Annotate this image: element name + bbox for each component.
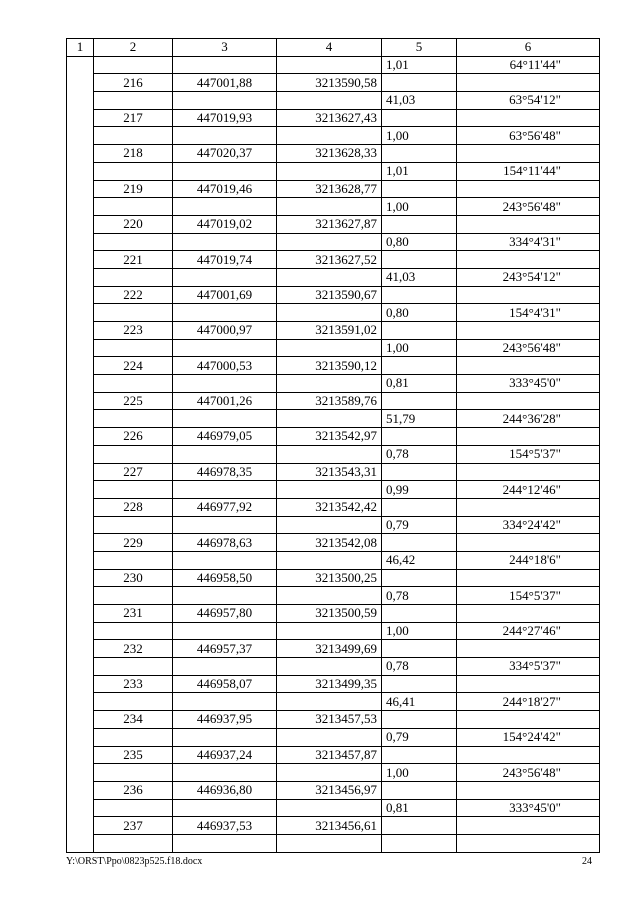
point-row: [67, 675, 600, 693]
point-row: [67, 322, 600, 340]
y-cell: [277, 339, 382, 357]
length-cell: [382, 74, 457, 92]
length-cell: [382, 746, 457, 764]
direction-angle-cell: [457, 834, 600, 852]
point-cell: [94, 799, 173, 817]
x-coordinate-cell: 447001,88: [173, 74, 277, 92]
x-cell: [173, 339, 277, 357]
length-cell: [382, 392, 457, 410]
point-cell: [94, 587, 173, 605]
x-cell: [173, 304, 277, 322]
x-coordinate-cell: 446937,53: [173, 817, 277, 835]
x-cell: [173, 445, 277, 463]
x-cell: [173, 198, 277, 216]
y-coordinate-cell: 3213628,77: [277, 180, 382, 198]
angle-cell: [457, 428, 600, 446]
angle-cell: [457, 781, 600, 799]
segment-row: [67, 162, 600, 180]
point-number-cell: 229: [94, 534, 173, 552]
segment-length-cell: 0,81: [382, 375, 457, 393]
length-cell: [382, 251, 457, 269]
x-coordinate-cell: 446978,63: [173, 534, 277, 552]
y-coordinate-cell: 3213457,87: [277, 746, 382, 764]
y-cell: [277, 410, 382, 428]
y-coordinate-cell: 3213590,67: [277, 286, 382, 304]
length-cell: [382, 640, 457, 658]
y-coordinate-cell: 3213627,52: [277, 251, 382, 269]
header-cell-4: 4: [277, 39, 382, 57]
point-cell: [94, 445, 173, 463]
segment-length-cell: 1,00: [382, 127, 457, 145]
segment-row: [67, 799, 600, 817]
point-number-cell: 225: [94, 392, 173, 410]
point-number-cell: 237: [94, 817, 173, 835]
point-number-cell: 217: [94, 109, 173, 127]
point-number-cell: 231: [94, 605, 173, 623]
x-cell: [173, 516, 277, 534]
segment-row: [67, 516, 600, 534]
segment-length-cell: 0,79: [382, 728, 457, 746]
y-cell: [277, 516, 382, 534]
x-cell: [173, 268, 277, 286]
point-cell: [94, 339, 173, 357]
length-cell: [382, 180, 457, 198]
segment-length-cell: 0,78: [382, 587, 457, 605]
y-cell: [277, 622, 382, 640]
point-number-cell: 236: [94, 781, 173, 799]
x-coordinate-cell: 446936,80: [173, 781, 277, 799]
point-cell: [94, 622, 173, 640]
y-coordinate-cell: 3213589,76: [277, 392, 382, 410]
segment-length-cell: 0,80: [382, 233, 457, 251]
point-row: [67, 746, 600, 764]
angle-cell: [457, 251, 600, 269]
y-cell: [277, 375, 382, 393]
angle-cell: [457, 711, 600, 729]
segment-row: [67, 728, 600, 746]
point-row: [67, 534, 600, 552]
y-coordinate-cell: 3213500,25: [277, 569, 382, 587]
point-cell: [94, 56, 173, 74]
x-cell: [173, 728, 277, 746]
x-coordinate-cell: 446957,80: [173, 605, 277, 623]
length-cell: [382, 711, 457, 729]
x-coordinate-cell: 447001,69: [173, 286, 277, 304]
angle-cell: [457, 817, 600, 835]
segment-row: [67, 339, 600, 357]
direction-angle-cell: 154°24'42": [457, 728, 600, 746]
segment-row: [67, 268, 600, 286]
angle-cell: [457, 463, 600, 481]
point-row: [67, 463, 600, 481]
x-cell: [173, 799, 277, 817]
point-cell: [94, 375, 173, 393]
angle-cell: [457, 145, 600, 163]
direction-angle-cell: 154°5'37": [457, 445, 600, 463]
x-coordinate-cell: 447019,74: [173, 251, 277, 269]
y-coordinate-cell: 3213499,69: [277, 640, 382, 658]
segment-length-cell: 1,01: [382, 162, 457, 180]
length-cell: [382, 675, 457, 693]
footer-file-path: Y:\ORST\Ppo\0823p525.f18.docx: [66, 856, 203, 867]
page-number: 24: [582, 856, 592, 867]
point-number-cell: 235: [94, 746, 173, 764]
segment-length-cell: 0,81: [382, 799, 457, 817]
direction-angle-cell: 63°56'48": [457, 127, 600, 145]
y-coordinate-cell: 3213456,97: [277, 781, 382, 799]
coordinates-table: [66, 38, 600, 853]
point-number-cell: 218: [94, 145, 173, 163]
y-coordinate-cell: 3213542,08: [277, 534, 382, 552]
angle-cell: [457, 286, 600, 304]
header-row: [67, 39, 600, 57]
x-cell: [173, 233, 277, 251]
segment-row: [67, 658, 600, 676]
segment-row: [67, 92, 600, 110]
point-cell: [94, 658, 173, 676]
point-number-cell: 223: [94, 322, 173, 340]
segment-row: [67, 764, 600, 782]
length-cell: [382, 817, 457, 835]
point-number-cell: 222: [94, 286, 173, 304]
angle-cell: 64°11'44": [457, 56, 600, 74]
length-cell: [382, 322, 457, 340]
point-cell: [94, 728, 173, 746]
segment-length-cell: 0,79: [382, 516, 457, 534]
y-coordinate-cell: 3213543,31: [277, 463, 382, 481]
y-coordinate-cell: 3213457,53: [277, 711, 382, 729]
y-cell: [277, 551, 382, 569]
length-cell: [382, 109, 457, 127]
length-cell: [382, 498, 457, 516]
x-coordinate-cell: 447001,26: [173, 392, 277, 410]
segment-row: [67, 834, 600, 852]
point-cell: [94, 304, 173, 322]
point-cell: [94, 834, 173, 852]
point-number-cell: 221: [94, 251, 173, 269]
y-cell: [277, 799, 382, 817]
point-number-cell: 227: [94, 463, 173, 481]
point-row: [67, 251, 600, 269]
direction-angle-cell: 243°56'48": [457, 339, 600, 357]
x-cell: [173, 764, 277, 782]
point-row: [67, 817, 600, 835]
point-row: [67, 109, 600, 127]
point-cell: [94, 481, 173, 499]
length-cell: [382, 428, 457, 446]
segment-length-cell: 1,00: [382, 339, 457, 357]
segment-length-cell: 1,00: [382, 198, 457, 216]
segment-row: [67, 233, 600, 251]
x-cell: [173, 551, 277, 569]
angle-cell: [457, 605, 600, 623]
point-cell: [94, 233, 173, 251]
segment-row: [67, 551, 600, 569]
length-cell: [382, 357, 457, 375]
direction-angle-cell: 244°18'6": [457, 551, 600, 569]
direction-angle-cell: 154°11'44": [457, 162, 600, 180]
direction-angle-cell: 63°54'12": [457, 92, 600, 110]
point-number-cell: 220: [94, 215, 173, 233]
x-coordinate-cell: 447000,53: [173, 357, 277, 375]
segment-row: [67, 410, 600, 428]
x-cell: [173, 693, 277, 711]
direction-angle-cell: 154°5'37": [457, 587, 600, 605]
length-cell: [382, 215, 457, 233]
angle-cell: [457, 392, 600, 410]
y-cell: [277, 834, 382, 852]
x-coordinate-cell: 447020,37: [173, 145, 277, 163]
x-coordinate-cell: 447000,97: [173, 322, 277, 340]
x-coordinate-cell: 446958,07: [173, 675, 277, 693]
x-cell: [173, 162, 277, 180]
point-cell: [94, 268, 173, 286]
segment-length-cell: [382, 834, 457, 852]
segment-length-cell: 41,03: [382, 92, 457, 110]
y-cell: [277, 92, 382, 110]
segment-row: [67, 304, 600, 322]
angle-cell: [457, 74, 600, 92]
point-row: [67, 215, 600, 233]
x-cell: [173, 127, 277, 145]
angle-cell: [457, 215, 600, 233]
x-coordinate-cell: 446957,37: [173, 640, 277, 658]
segment-row: [67, 587, 600, 605]
angle-cell: [457, 746, 600, 764]
point-row: [67, 569, 600, 587]
point-number-cell: 234: [94, 711, 173, 729]
point-row: [67, 180, 600, 198]
x-coordinate-cell: 446977,92: [173, 498, 277, 516]
header-cell-1: 1: [67, 39, 94, 57]
length-cell: [382, 463, 457, 481]
y-coordinate-cell: 3213627,43: [277, 109, 382, 127]
direction-angle-cell: 244°18'27": [457, 693, 600, 711]
y-coordinate-cell: 3213499,35: [277, 675, 382, 693]
segment-row: [67, 375, 600, 393]
direction-angle-cell: 243°56'48": [457, 198, 600, 216]
y-coordinate-cell: 3213628,33: [277, 145, 382, 163]
point-row: [67, 392, 600, 410]
x-cell: [173, 834, 277, 852]
y-cell: [277, 162, 382, 180]
x-cell: [173, 658, 277, 676]
header-cell-3: 3: [173, 39, 277, 57]
header-cell-5: 5: [382, 39, 457, 57]
y-cell: [277, 304, 382, 322]
point-cell: [94, 127, 173, 145]
point-cell: [94, 693, 173, 711]
point-number-cell: 233: [94, 675, 173, 693]
point-row: [67, 145, 600, 163]
x-cell: [173, 56, 277, 74]
direction-angle-cell: 244°27'46": [457, 622, 600, 640]
x-cell: [173, 375, 277, 393]
point-row: [67, 605, 600, 623]
segment-length-cell: 46,42: [382, 551, 457, 569]
point-row: [67, 286, 600, 304]
y-coordinate-cell: 3213542,97: [277, 428, 382, 446]
point-number-cell: 219: [94, 180, 173, 198]
direction-angle-cell: 334°5'37": [457, 658, 600, 676]
angle-cell: [457, 322, 600, 340]
y-cell: [277, 198, 382, 216]
point-row: [67, 357, 600, 375]
point-row: [67, 428, 600, 446]
point-cell: [94, 516, 173, 534]
point-row: [67, 640, 600, 658]
y-coordinate-cell: 3213590,12: [277, 357, 382, 375]
point-number-cell: 230: [94, 569, 173, 587]
segment-row: [67, 622, 600, 640]
point-number-cell: 228: [94, 498, 173, 516]
segment-length-cell: 1,00: [382, 622, 457, 640]
length-cell: [382, 781, 457, 799]
angle-cell: [457, 640, 600, 658]
point-number-cell: 224: [94, 357, 173, 375]
y-coordinate-cell: 3213500,59: [277, 605, 382, 623]
angle-cell: [457, 569, 600, 587]
segment-length-cell: 51,79: [382, 410, 457, 428]
y-coordinate-cell: 3213627,87: [277, 215, 382, 233]
point-number-cell: 216: [94, 74, 173, 92]
segment-length-cell: 1,00: [382, 764, 457, 782]
x-coordinate-cell: 447019,46: [173, 180, 277, 198]
column-1-merged-cell: [67, 56, 94, 852]
point-number-cell: 226: [94, 428, 173, 446]
point-number-cell: 232: [94, 640, 173, 658]
direction-angle-cell: 244°12'46": [457, 481, 600, 499]
y-cell: [277, 268, 382, 286]
segment-length-cell: 0,99: [382, 481, 457, 499]
x-cell: [173, 622, 277, 640]
segment-length-cell: 41,03: [382, 268, 457, 286]
segment-length-cell: 0,78: [382, 658, 457, 676]
segment-row: [67, 127, 600, 145]
y-cell: [277, 445, 382, 463]
segment-length-cell: 0,78: [382, 445, 457, 463]
y-cell: [277, 764, 382, 782]
y-cell: [277, 728, 382, 746]
point-cell: [94, 92, 173, 110]
angle-cell: [457, 357, 600, 375]
segment-length-cell: 46,41: [382, 693, 457, 711]
y-cell: [277, 481, 382, 499]
length-cell: [382, 145, 457, 163]
angle-cell: [457, 498, 600, 516]
direction-angle-cell: 333°45'0": [457, 375, 600, 393]
table-body: [67, 39, 600, 853]
angle-cell: [457, 109, 600, 127]
length-cell: [382, 286, 457, 304]
direction-angle-cell: 333°45'0": [457, 799, 600, 817]
y-coordinate-cell: 3213590,58: [277, 74, 382, 92]
point-cell: [94, 764, 173, 782]
segment-length-cell: 0,80: [382, 304, 457, 322]
angle-cell: [457, 675, 600, 693]
x-coordinate-cell: 446937,95: [173, 711, 277, 729]
direction-angle-cell: 334°24'42": [457, 516, 600, 534]
y-cell: [277, 56, 382, 74]
segment-row: [67, 56, 600, 74]
y-cell: [277, 127, 382, 145]
segment-row: [67, 198, 600, 216]
point-row: [67, 74, 600, 92]
y-coordinate-cell: 3213456,61: [277, 817, 382, 835]
length-cell: [382, 605, 457, 623]
direction-angle-cell: 243°54'12": [457, 268, 600, 286]
point-row: [67, 711, 600, 729]
x-coordinate-cell: 447019,02: [173, 215, 277, 233]
segment-row: [67, 693, 600, 711]
y-cell: [277, 587, 382, 605]
header-cell-6: 6: [457, 39, 600, 57]
x-cell: [173, 92, 277, 110]
point-cell: [94, 551, 173, 569]
direction-angle-cell: 334°4'31": [457, 233, 600, 251]
point-cell: [94, 410, 173, 428]
y-cell: [277, 693, 382, 711]
direction-angle-cell: 154°4'31": [457, 304, 600, 322]
direction-angle-cell: 244°36'28": [457, 410, 600, 428]
length-cell: [382, 534, 457, 552]
header-cell-2: 2: [94, 39, 173, 57]
y-coordinate-cell: 3213542,42: [277, 498, 382, 516]
y-coordinate-cell: 3213591,02: [277, 322, 382, 340]
y-cell: [277, 233, 382, 251]
x-cell: [173, 410, 277, 428]
point-row: [67, 781, 600, 799]
y-cell: [277, 658, 382, 676]
point-cell: [94, 198, 173, 216]
x-coordinate-cell: 446978,35: [173, 463, 277, 481]
length-cell: 1,01: [382, 56, 457, 74]
x-coordinate-cell: 447019,93: [173, 109, 277, 127]
direction-angle-cell: 243°56'48": [457, 764, 600, 782]
point-row: [67, 498, 600, 516]
angle-cell: [457, 180, 600, 198]
x-cell: [173, 481, 277, 499]
length-cell: [382, 569, 457, 587]
point-cell: [94, 162, 173, 180]
segment-row: [67, 445, 600, 463]
x-coordinate-cell: 446979,05: [173, 428, 277, 446]
angle-cell: [457, 534, 600, 552]
x-coordinate-cell: 446958,50: [173, 569, 277, 587]
x-cell: [173, 587, 277, 605]
segment-row: [67, 481, 600, 499]
x-coordinate-cell: 446937,24: [173, 746, 277, 764]
